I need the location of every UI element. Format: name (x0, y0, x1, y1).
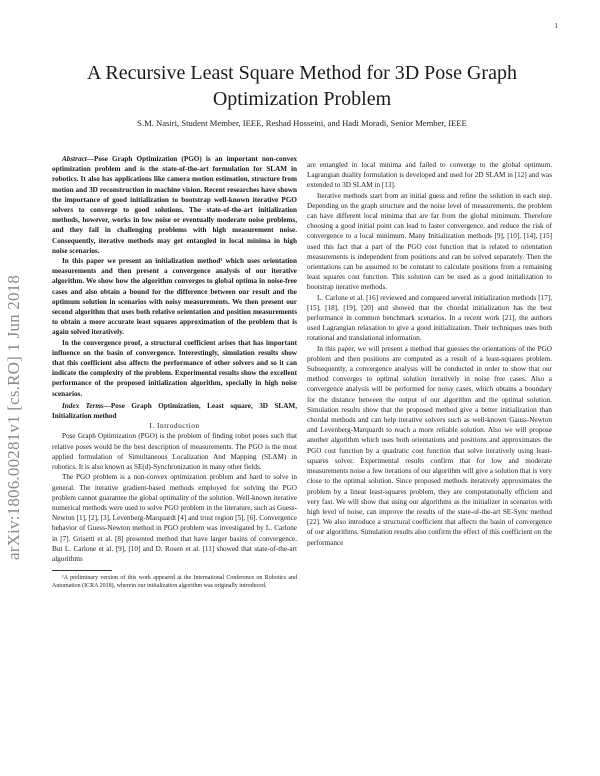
right-paragraph-3: L. Carlone et al. [16] reviewed and compared several initialization methods [17], [15], [18], [19], [20] and showed that the chordal initialization has the best performance in common benchmark scenarios. In a recent work [21], the authors used Lagrangian relaxation to give a good initialization. Their techniques uses both rotational and translational information. (307, 293, 552, 343)
right-paragraph-1: are entangled in local minima and failed to converge to the global optimum. Lagrangian duality formulation is developed and used for 2D SLAM in [12] and was extended to 3D SLAM in [13]. (307, 161, 552, 190)
abstract (52, 154, 297, 399)
index-terms-lead: Index Terms (62, 401, 104, 410)
right-column (307, 160, 552, 548)
footnote: ¹A preliminary version of this work appeared at the International Conference on Robotics and Automation (ICRA 2018), wherein our initialization algorithm was originally introduced. (52, 575, 297, 590)
left-column (52, 154, 297, 590)
paper-title: A Recursive Least Square Method for 3D Pose Graph Optimization Problem (87, 62, 517, 110)
section-heading-introduction: I. Introduction (149, 421, 200, 431)
abstract-lead: Abstract (62, 155, 87, 163)
abstract-paragraph-2: In this paper we present an initialization method¹ which uses orientation measurements and then present a convergence analysis of our iterative algorithm. We show how the algorithm converges to global optima in noise-free cases and also obtain a bound for the difference between our result and the optimum solution in scenarios with noisy measurements. We then present our second algorithm that uses both relative orientation and position measurements to obtain a more accurate least squares approximation of the problem that is again solved iteratively. (52, 257, 297, 337)
page-number: 1 (554, 22, 558, 30)
right-paragraph-2: Iterative methods start from an initial guess and refine the solution in each step. Depending on the graph structure and the noise level of measurements, the problem can have different local minima that are far from the global minimum. Therefore choosing a good initial point can lead to faster convergence, and reduce the risk of convergence to a local minimum. Many Initialization methods [9], [10], [14], [15] used this fact that a part of the PGO cost function that is related to orientation measurements is independent from positions and can be solved separately. Then the orientations can be assumed to be constant to calculate positions from a remaining least squares cost function. This solution can be used as a good initialization to bootstrap iterative methods. (307, 191, 552, 292)
abstract-paragraph-1: Abstract—Pose Graph Optimization (PGO) is an important non-convex optimization problem and is the state-of-the-art formulation for SLAM in robotics. It also has applications like camera motion estimation, structure from motion and 3D reconstruction in machine vision. Recent researches have shown the importance of good initialization to bootstrap well-known iterative PGO solvers to converge to good solutions. The state-of-the-art initialization methods, however, works in low noise or eventually moderate noise problems, and they fail in challenging problems with high measurement noise. Consequently, iterative methods may get entangled in local minima in high noise scenarios. (52, 155, 297, 255)
arxiv-identifier: arXiv:1806.00281v1 [cs.RO] 1 Jun 2018 (4, 274, 23, 560)
paper-authors: S.M. Nasiri, Student Member, IEEE, Reshad Hosseini, and Hadi Moradi, Senior Member, IEEE (137, 118, 467, 128)
intro-paragraph-2: The PGO problem is a non-convex optimization problem and hard to solve in general. The iterative gradient-based methods employed for solving the PGO problem cannot guarantee the global optimality of the solution. Well-known iterative numerical methods were used to solve PGO problem in the literature, such as Guess-Newton [1], [2], [3], Levenberg-Marquardt [4] and trust region [5], [6]. Convergence behavior of Guess-Newton method in PGO problem was investigated by L. Carlone in [7]. Grisetti et al. [8] presented method that have larger basins of convergence. But L. Carlone et al. [9], [10] and D. Rosen et al. [11] showed that state-of-the-art algorithms (52, 473, 297, 563)
abstract-paragraph-3: In the convergence proof, a structural coefficient arises that has important influence on the basin of convergence. Interestingly, simulation results show that this coefficient also affects the performance of other solvers and so it can indicate the complexity of the problem. Experimental results show the excellent performance of the proposed initialization algorithm, specially in high noise scenarios. (52, 338, 297, 398)
footnote-divider (52, 570, 112, 571)
index-terms: Index Terms—Pose Graph Optimization, Least square, 3D SLAM, Initialization method (52, 401, 298, 421)
intro-paragraph-1: Pose Graph Optimization (PGO) is the problem of finding robot poses such that relative poses would be the best description of measurements. The PGO is the most applied formulation of Simultaneous Localization And Mapping (SLAM) in robotics. It is also known as SE(d)-Synchronization in many other fields. (52, 432, 297, 472)
right-paragraph-4: In this paper, we will present a method that guesses the orientations of the PGO problem and then positions are computed as a result of a least-squares problem. Subsequently, a convergence analysis will be conducted in order to show that our method converges to optimal solution iteratively in noise free cases. Also a convergence analysis will be performed for noisy cases, which obtains a boundary for the distance between the output of our algorithm and the optimal solution. Simulation results show that the proposed method give a better initialization than chordal methods and can help iterative solvers such as well-known Gauss-Newton and Levenberg-Marquardt to reach a more reliable solution. Also we will propose another algorithm which uses both orientations and positions and approximates the PGO cost function by a quadratic cost function that solve iteratively using least-squares solver. Experimental results confirm that for low and moderate measurements noise a few iterations of our algorithm will give a solution that is very close to the optimal solution. Since proposed methods iteratively approximates the problem by a linear least-squares problem, they are computationally efficient and very fast. We will show that using our algorithms as the initializer in scenarios with high level of noise, can improve the results of the state-of-the-art SE-Sync method [22]. We also introduce a structural coefficient that affects the basin of convergence of our algorithms. Simulation results also confirm the effect of this coefficient on the performance (307, 344, 552, 547)
